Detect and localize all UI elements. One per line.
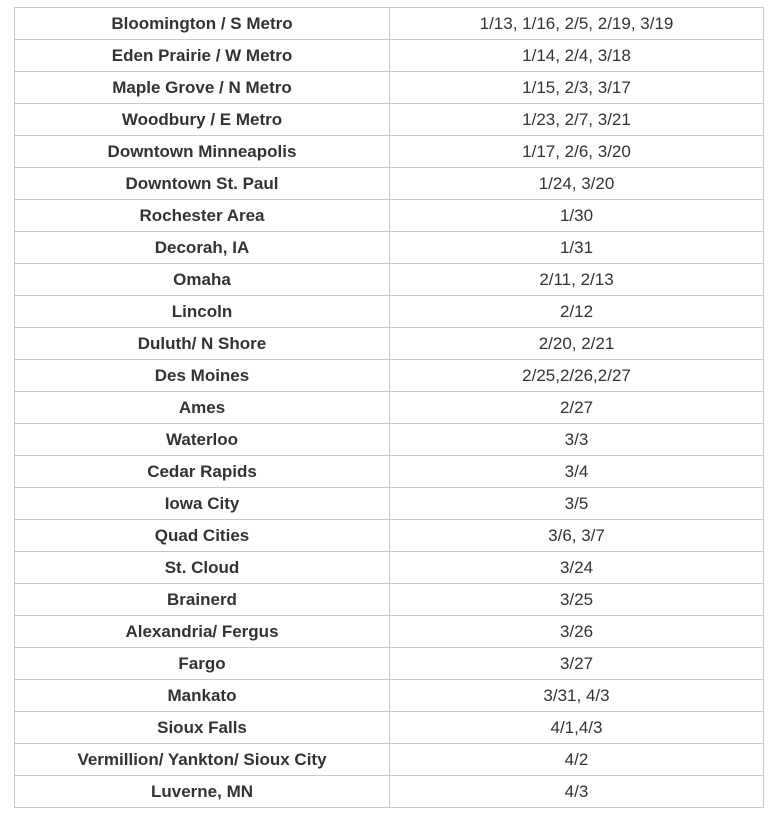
table-row — [15, 72, 764, 104]
table-row — [15, 264, 764, 296]
table-row — [15, 8, 764, 40]
dates-cell: 1/17, 2/6, 3/20 — [390, 136, 764, 168]
location-cell: Quad Cities — [15, 520, 390, 552]
table-row — [15, 616, 764, 648]
dates-cell: 3/6, 3/7 — [390, 520, 764, 552]
location-cell: Decorah, IA — [15, 232, 390, 264]
table-row — [15, 232, 764, 264]
location-cell: Des Moines — [15, 360, 390, 392]
table-row — [15, 712, 764, 744]
location-cell: Alexandria/ Fergus — [15, 616, 390, 648]
dates-cell: 2/20, 2/21 — [390, 328, 764, 360]
location-cell: Sioux Falls — [15, 712, 390, 744]
dates-cell: 3/26 — [390, 616, 764, 648]
dates-cell: 1/30 — [390, 200, 764, 232]
location-cell: Lincoln — [15, 296, 390, 328]
location-cell: Mankato — [15, 680, 390, 712]
location-cell: Fargo — [15, 648, 390, 680]
table-row — [15, 584, 764, 616]
dates-cell: 3/25 — [390, 584, 764, 616]
dates-cell: 1/24, 3/20 — [390, 168, 764, 200]
location-cell: Vermillion/ Yankton/ Sioux City — [15, 744, 390, 776]
location-cell: Brainerd — [15, 584, 390, 616]
location-cell: Omaha — [15, 264, 390, 296]
table-row — [15, 776, 764, 808]
table-row — [15, 520, 764, 552]
location-cell: Waterloo — [15, 424, 390, 456]
dates-cell: 4/1,4/3 — [390, 712, 764, 744]
table-row — [15, 328, 764, 360]
table-row — [15, 360, 764, 392]
schedule-table — [14, 7, 764, 808]
schedule-table-body — [15, 8, 764, 808]
location-cell: Eden Prairie / W Metro — [15, 40, 390, 72]
dates-cell: 1/15, 2/3, 3/17 — [390, 72, 764, 104]
dates-cell: 3/3 — [390, 424, 764, 456]
location-cell: Duluth/ N Shore — [15, 328, 390, 360]
location-cell: Downtown St. Paul — [15, 168, 390, 200]
dates-cell: 1/13, 1/16, 2/5, 2/19, 3/19 — [390, 8, 764, 40]
dates-cell: 2/11, 2/13 — [390, 264, 764, 296]
table-row — [15, 648, 764, 680]
table-row — [15, 200, 764, 232]
dates-cell: 2/25,2/26,2/27 — [390, 360, 764, 392]
table-row — [15, 680, 764, 712]
location-cell: Downtown Minneapolis — [15, 136, 390, 168]
table-row — [15, 456, 764, 488]
dates-cell: 3/5 — [390, 488, 764, 520]
location-cell: Cedar Rapids — [15, 456, 390, 488]
dates-cell: 1/31 — [390, 232, 764, 264]
dates-cell: 1/23, 2/7, 3/21 — [390, 104, 764, 136]
location-cell: Ames — [15, 392, 390, 424]
dates-cell: 4/3 — [390, 776, 764, 808]
dates-cell: 3/24 — [390, 552, 764, 584]
location-cell: Maple Grove / N Metro — [15, 72, 390, 104]
table-row — [15, 296, 764, 328]
location-cell: Bloomington / S Metro — [15, 8, 390, 40]
table-row — [15, 40, 764, 72]
location-cell: Woodbury / E Metro — [15, 104, 390, 136]
dates-cell: 1/14, 2/4, 3/18 — [390, 40, 764, 72]
location-cell: St. Cloud — [15, 552, 390, 584]
table-row — [15, 552, 764, 584]
location-cell: Iowa City — [15, 488, 390, 520]
dates-cell: 2/12 — [390, 296, 764, 328]
table-row — [15, 168, 764, 200]
table-row — [15, 424, 764, 456]
table-row — [15, 104, 764, 136]
table-row — [15, 392, 764, 424]
location-cell: Luverne, MN — [15, 776, 390, 808]
table-row — [15, 136, 764, 168]
dates-cell: 3/31, 4/3 — [390, 680, 764, 712]
table-row — [15, 488, 764, 520]
location-cell: Rochester Area — [15, 200, 390, 232]
dates-cell: 4/2 — [390, 744, 764, 776]
dates-cell: 2/27 — [390, 392, 764, 424]
dates-cell: 3/4 — [390, 456, 764, 488]
dates-cell: 3/27 — [390, 648, 764, 680]
table-row — [15, 744, 764, 776]
